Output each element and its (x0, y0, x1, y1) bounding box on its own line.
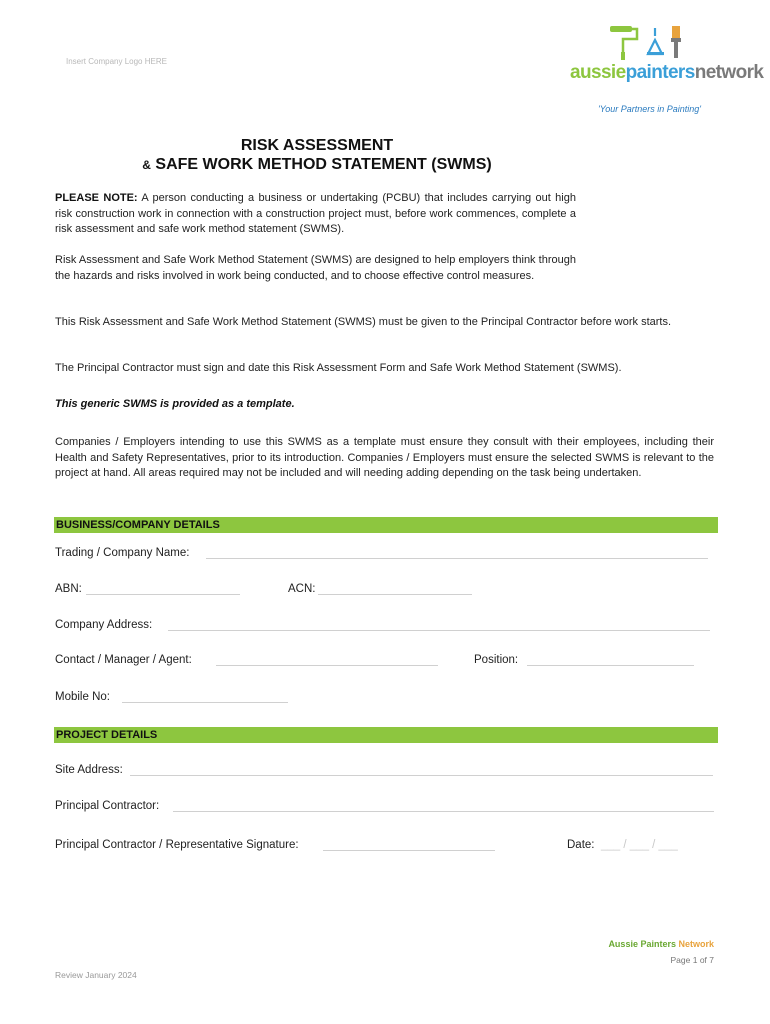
footer-brand (608, 939, 714, 949)
footer-brand-a: Aussie Painters (608, 939, 676, 949)
document-title-line1: RISK ASSESSMENT (240, 137, 394, 154)
position-label: Position: (474, 654, 519, 666)
abn-field[interactable] (86, 594, 240, 595)
please-note-paragraph (55, 191, 576, 238)
sign-date-paragraph: The Principal Contractor must sign and date this Risk Assessment Form and Safe Work Method Statement (SWMS). (55, 362, 622, 374)
title-swms: SAFE WORK METHOD STATEMENT (SWMS) (155, 156, 492, 173)
company-address-label: Company Address: (55, 619, 153, 631)
company-address-field[interactable] (168, 630, 710, 631)
please-note-text: A person conducting a business or undertaking (PCBU) that includes carrying out high risk construction work in connection with a construction project must, before work commences, complete a risk assessment and safe work method statement (SWMS). (55, 192, 576, 236)
site-address-label: Site Address: (55, 764, 123, 776)
brand-word-painters: painters (625, 62, 695, 83)
logo-placeholder-text: Insert Company Logo HERE (66, 57, 167, 66)
acn-label: ACN: (288, 583, 316, 595)
tagline: 'Your Partners in Painting' (598, 104, 701, 114)
contact-label: Contact / Manager / Agent: (55, 654, 192, 666)
position-field[interactable] (527, 665, 694, 666)
page-number: Page 1 of 7 (670, 955, 714, 965)
review-date: Review January 2024 (55, 970, 137, 980)
brand-wordmark (570, 62, 763, 84)
mobile-field[interactable] (122, 702, 288, 703)
business-details-heading: BUSINESS/COMPANY DETAILS (54, 517, 718, 533)
signature-field[interactable] (323, 850, 495, 851)
template-notice: This generic SWMS is provided as a template. (55, 398, 295, 410)
principal-contractor-field[interactable] (173, 811, 714, 812)
abn-label: ABN: (55, 583, 82, 595)
principal-contractor-label: Principal Contractor: (55, 800, 160, 812)
swms-purpose-paragraph: Risk Assessment and Safe Work Method Statement (SWMS) are designed to help employers think through the hazards and risks involved in work being conducted, and to choose effective control measures. (55, 254, 576, 282)
brand-word-network: network (694, 62, 764, 83)
site-address-field[interactable] (130, 775, 713, 776)
brand-word-aussie: aussie (570, 62, 626, 83)
date-field[interactable]: ___ / ___ / ___ (601, 839, 678, 851)
date-label: Date: (567, 839, 595, 851)
please-note-label: PLEASE NOTE: (55, 192, 138, 204)
trading-name-label: Trading / Company Name: (55, 547, 190, 559)
contact-field[interactable] (216, 665, 438, 666)
principal-contractor-paragraph: This Risk Assessment and Safe Work Method Statement (SWMS) must be given to the Principal Contractor before work starts. (55, 316, 672, 328)
project-details-heading: PROJECT DETAILS (54, 727, 718, 743)
mobile-label: Mobile No: (55, 691, 110, 703)
acn-field[interactable] (318, 594, 472, 595)
title-ampersand: & (142, 158, 151, 172)
signature-label: Principal Contractor / Representative Signature: (55, 839, 299, 851)
document-title-line2 (0, 156, 634, 174)
footer-brand-b: Network (678, 939, 714, 949)
trading-name-field[interactable] (206, 558, 708, 559)
consultation-paragraph: Companies / Employers intending to use this SWMS as a template must ensure they consult with their employees, including their Health and Safety Representatives, prior to its introduction. Companies / Employers must ensure the selected SWMS is relevant to the project at hand. All areas required may not be included and will needing adding depending on the task being undertaken. (55, 436, 714, 480)
